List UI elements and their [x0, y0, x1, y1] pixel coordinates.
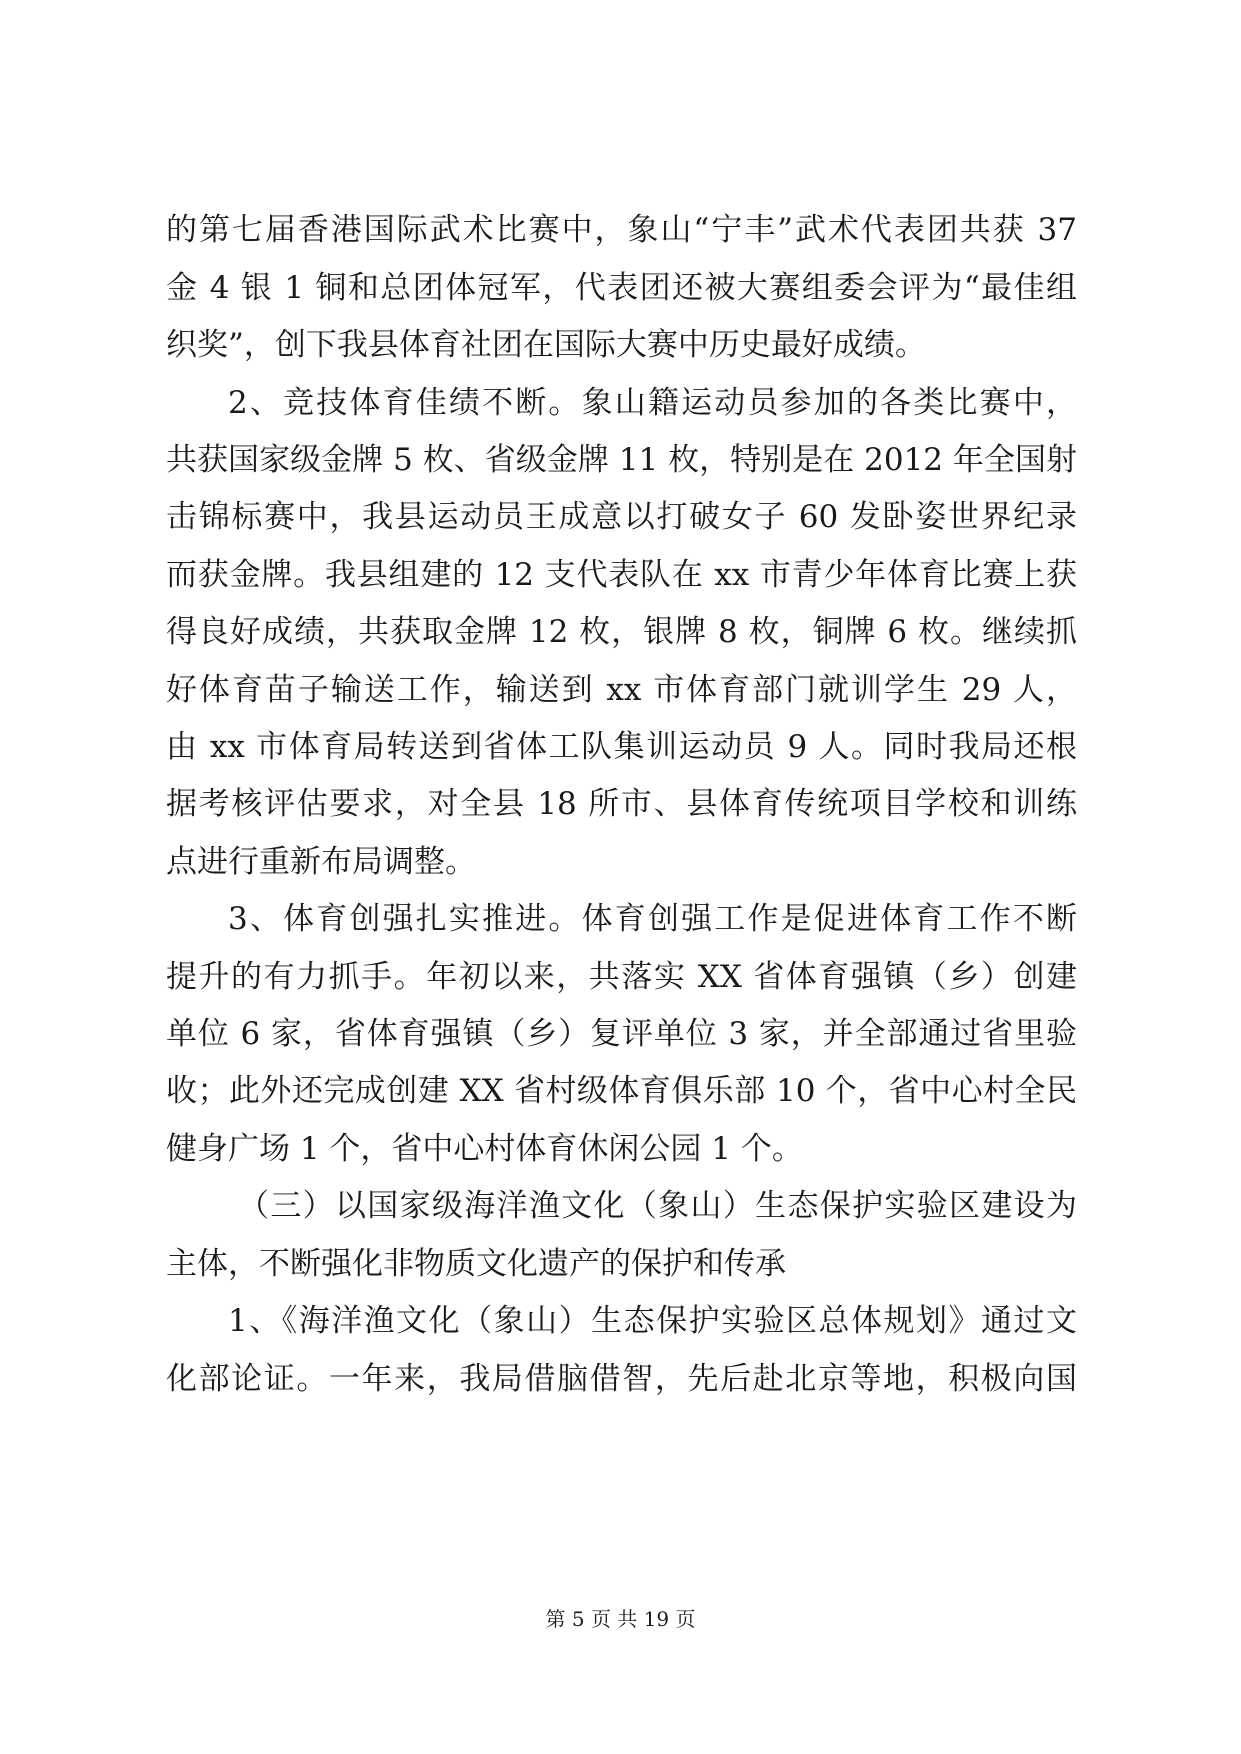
text-line: 共获国家级金牌 5 枚、省级金牌 11 枚，特别是在 2012 年全国射 [166, 442, 1077, 478]
text-line: 而获金牌。我县组建的 12 支代表队在 xx 市青少年体育比赛上获 [166, 557, 1077, 593]
text-line: 击锦标赛中，我县运动员王成意以打破女子 60 发卧姿世界纪录 [166, 499, 1077, 535]
text-line: 织奖”，创下我县体育社团在国际大赛中历史最好成绩。 [166, 327, 926, 363]
text-line: 化部论证。一年来，我局借脑借智，先后赴北京等地，积极向国 [166, 1361, 1077, 1397]
text-line: 好体育苗子输送工作，输送到 xx 市体育部门就训学生 29 人， [166, 672, 1077, 708]
text-line: 健身广场 1 个，省中心村体育休闲公园 1 个。 [166, 1131, 803, 1167]
text-line: 金 4 银 1 铜和总团体冠军，代表团还被大赛组委会评为“最佳组 [166, 270, 1077, 306]
text-line: 单位 6 家，省体育强镇（乡）复评单位 3 家，并全部通过省里验 [166, 1016, 1077, 1052]
text-line: 得良好成绩，共获取金牌 12 枚，银牌 8 枚，铜牌 6 枚。继续抓 [166, 614, 1077, 650]
text-line: 提升的有力抓手。年初以来，共落实 XX 省体育强镇（乡）创建 [166, 959, 1077, 995]
text-line: 据考核评估要求，对全县 18 所市、县体育传统项目学校和训练 [166, 786, 1077, 822]
text-line: 由 xx 市体育局转送到省体工队集训运动员 9 人。同时我局还根 [166, 729, 1077, 765]
paragraph-first-line: 1、《海洋渔文化（象山）生态保护实验区总体规划》通过文 [228, 1303, 1077, 1339]
paragraph-first-line: 2、竞技体育佳绩不断。象山籍运动员参加的各类比赛中， [228, 385, 1077, 421]
section-heading-line: （三）以国家级海洋渔文化（象山）生态保护实验区建设为 [238, 1188, 1077, 1224]
section-heading-line: 主体，不断强化非物质文化遗产的保护和传承 [166, 1246, 786, 1282]
text-line: 的第七届香港国际武术比赛中，象山“宁丰”武术代表团共获 37 [166, 212, 1077, 248]
text-line: 收；此外还完成创建 XX 省村级体育俱乐部 10 个，省中心村全民 [166, 1073, 1077, 1109]
text-line: 点进行重新布局调整。 [166, 844, 476, 880]
page-number-footer: 第 5 页 共 19 页 [545, 1607, 696, 1631]
paragraph-first-line: 3、体育创强扎实推进。体育创强工作是促进体育工作不断 [228, 901, 1077, 937]
